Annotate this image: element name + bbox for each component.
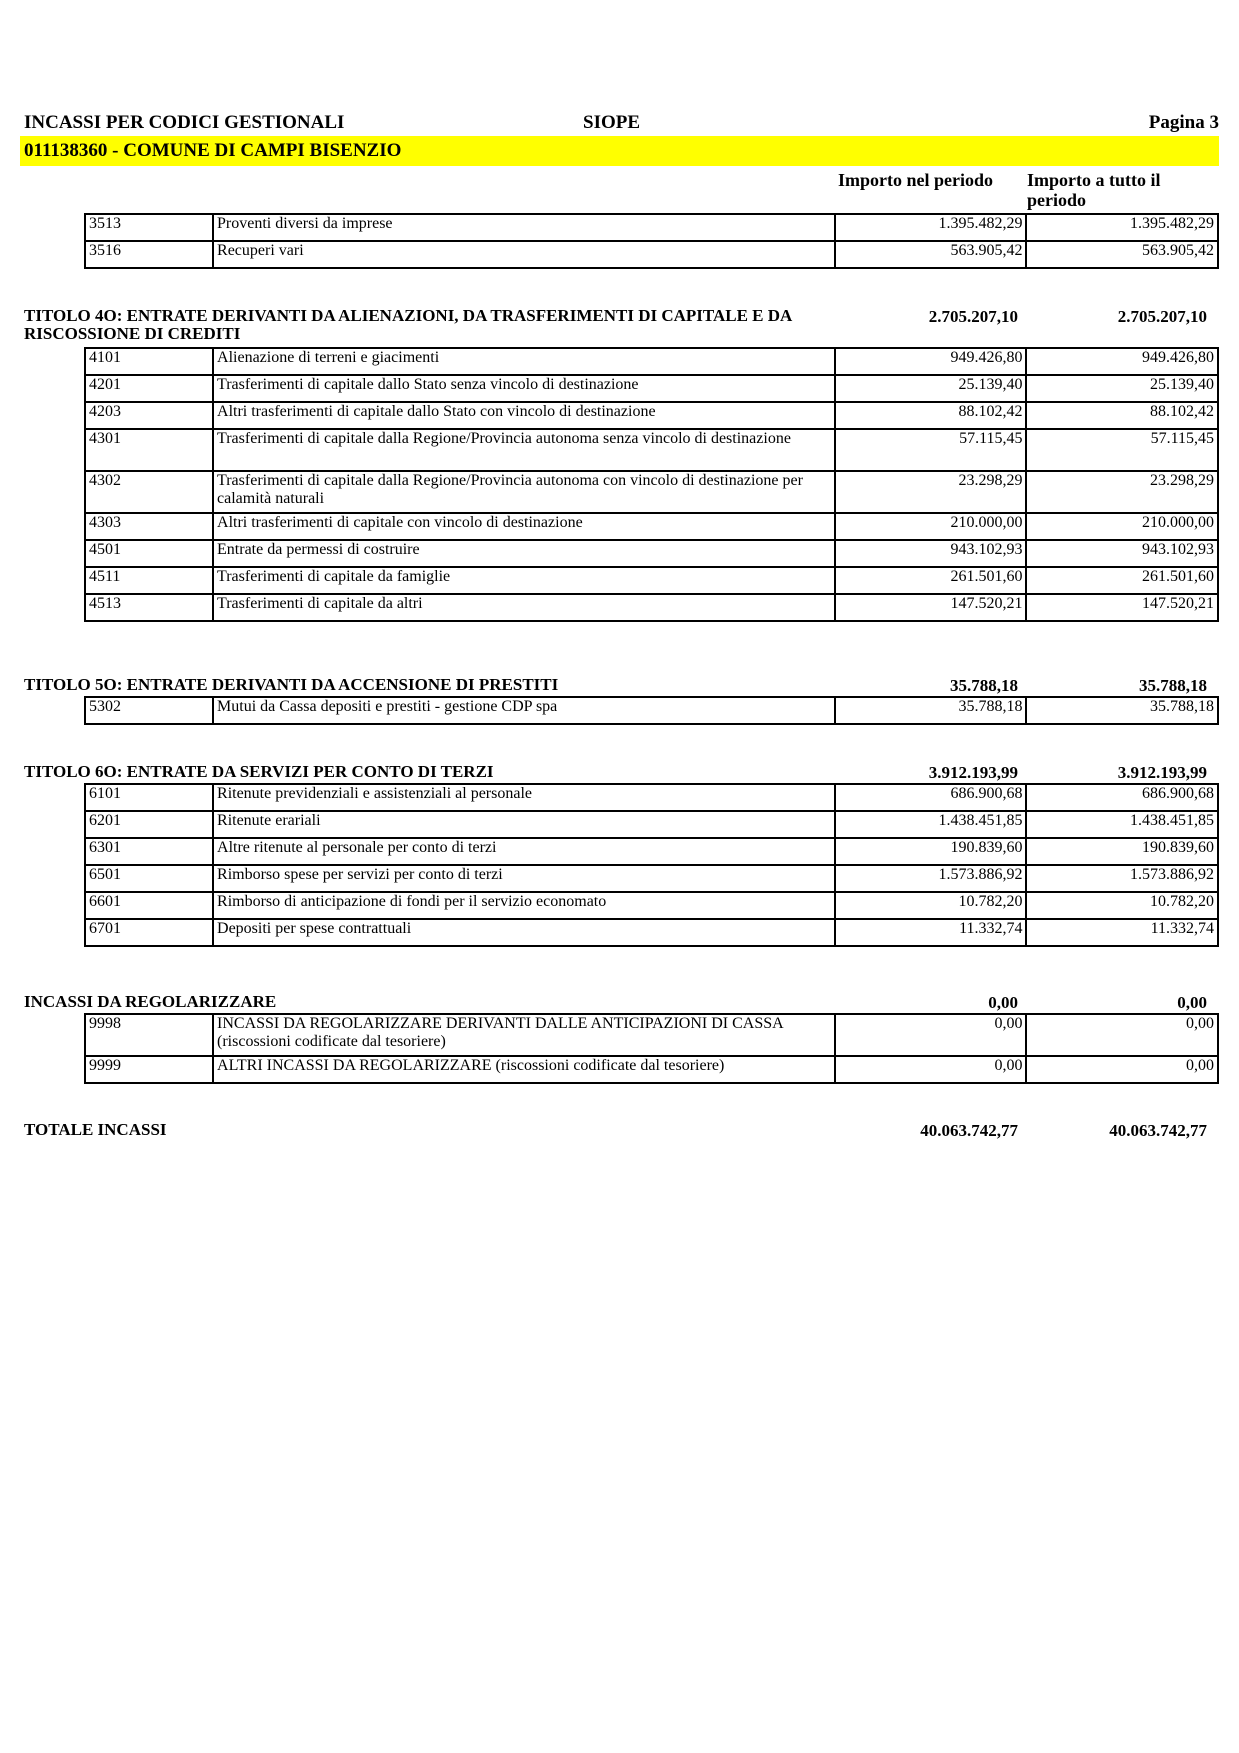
table-row bbox=[85, 375, 1218, 402]
code-cell: 5302 bbox=[85, 697, 213, 724]
table-row bbox=[85, 540, 1218, 567]
report-title: INCASSI PER CODICI GESTIONALI bbox=[24, 112, 345, 133]
section-total-total: 3.912.193,99 bbox=[1117, 763, 1207, 782]
period-amount-cell: 563.905,42 bbox=[835, 241, 1027, 268]
period-amount-cell: 1.573.886,92 bbox=[835, 865, 1027, 892]
titolo6-table bbox=[84, 783, 1219, 947]
section-total-period: 3.912.193,99 bbox=[928, 763, 1018, 782]
period-amount-cell: 35.788,18 bbox=[835, 697, 1027, 724]
period-amount-cell: 1.438.451,85 bbox=[835, 811, 1027, 838]
total-amount-cell: 210.000,00 bbox=[1026, 513, 1218, 540]
table-row bbox=[85, 865, 1218, 892]
total-amount-cell: 943.102,93 bbox=[1026, 540, 1218, 567]
period-amount-cell: 210.000,00 bbox=[835, 513, 1027, 540]
code-cell: 4301 bbox=[85, 429, 213, 471]
description-cell: Ritenute erariali bbox=[213, 811, 835, 838]
description-cell: Trasferimenti di capitale dalla Regione/Provincia autonoma senza vincolo di destinazione bbox=[213, 429, 835, 471]
table-row bbox=[85, 402, 1218, 429]
description-cell: Rimborso spese per servizi per conto di terzi bbox=[213, 865, 835, 892]
description-cell: Altri trasferimenti di capitale con vincolo di destinazione bbox=[213, 513, 835, 540]
period-amount-cell: 57.115,45 bbox=[835, 429, 1027, 471]
section-title-regolarizzare: INCASSI DA REGOLARIZZARE bbox=[24, 992, 277, 1011]
code-cell: 4302 bbox=[85, 471, 213, 513]
section-title-titolo4: TITOLO 4O: ENTRATE DERIVANTI DA ALIENAZIONI, DA TRASFERIMENTI DI CAPITALE E DA RISCOSSIONE DI CREDITI bbox=[24, 306, 792, 343]
total-amount-cell: 686.900,68 bbox=[1026, 784, 1218, 811]
section-total-total: 2.705.207,10 bbox=[1117, 307, 1207, 326]
code-cell: 4303 bbox=[85, 513, 213, 540]
table-row bbox=[85, 784, 1218, 811]
description-cell: Alienazione di terreni e giacimenti bbox=[213, 348, 835, 375]
section-title-titolo6: TITOLO 6O: ENTRATE DA SERVIZI PER CONTO DI TERZI bbox=[24, 762, 494, 781]
description-cell: Trasferimenti di capitale da altri bbox=[213, 594, 835, 621]
code-cell: 6301 bbox=[85, 838, 213, 865]
regolarizzare-table bbox=[84, 1013, 1219, 1084]
table-row bbox=[85, 513, 1218, 540]
description-cell: Trasferimenti di capitale dalla Regione/Provincia autonoma con vincolo di destinazione per calamità naturali bbox=[213, 471, 835, 513]
code-cell: 6201 bbox=[85, 811, 213, 838]
period-amount-cell: 1.395.482,29 bbox=[835, 214, 1027, 241]
period-amount-cell: 25.139,40 bbox=[835, 375, 1027, 402]
code-cell: 9999 bbox=[85, 1056, 213, 1083]
page-number: Pagina 3 bbox=[1148, 112, 1219, 133]
code-cell: 4203 bbox=[85, 402, 213, 429]
table-row bbox=[85, 471, 1218, 513]
total-amount-cell: 11.332,74 bbox=[1026, 919, 1218, 946]
total-amount-cell: 1.438.451,85 bbox=[1026, 811, 1218, 838]
code-cell: 6601 bbox=[85, 892, 213, 919]
total-amount-cell: 25.139,40 bbox=[1026, 375, 1218, 402]
grand-total-label: TOTALE INCASSI bbox=[24, 1120, 167, 1139]
table-row bbox=[85, 1014, 1218, 1056]
period-amount-cell: 23.298,29 bbox=[835, 471, 1027, 513]
code-cell: 4201 bbox=[85, 375, 213, 402]
code-cell: 4101 bbox=[85, 348, 213, 375]
table-row bbox=[85, 811, 1218, 838]
section-total-total: 0,00 bbox=[1177, 993, 1207, 1012]
code-cell: 3513 bbox=[85, 214, 213, 241]
total-amount-cell: 23.298,29 bbox=[1026, 471, 1218, 513]
description-cell: Depositi per spese contrattuali bbox=[213, 919, 835, 946]
column-header-period: Importo nel periodo bbox=[838, 170, 993, 190]
table-row bbox=[85, 919, 1218, 946]
table-row bbox=[85, 594, 1218, 621]
description-cell: Entrate da permessi di costruire bbox=[213, 540, 835, 567]
titolo4-table bbox=[84, 347, 1219, 622]
titolo5-table bbox=[84, 696, 1219, 725]
period-amount-cell: 88.102,42 bbox=[835, 402, 1027, 429]
total-amount-cell: 0,00 bbox=[1026, 1014, 1218, 1056]
description-cell: Altre ritenute al personale per conto di terzi bbox=[213, 838, 835, 865]
code-cell: 4501 bbox=[85, 540, 213, 567]
section-total-period: 35.788,18 bbox=[950, 676, 1018, 695]
column-header-total-line2: periodo bbox=[1027, 190, 1087, 210]
period-amount-cell: 147.520,21 bbox=[835, 594, 1027, 621]
code-cell: 6701 bbox=[85, 919, 213, 946]
total-amount-cell: 949.426,80 bbox=[1026, 348, 1218, 375]
description-cell: Ritenute previdenziali e assistenziali al personale bbox=[213, 784, 835, 811]
description-cell: Trasferimenti di capitale dallo Stato senza vincolo di destinazione bbox=[213, 375, 835, 402]
table-row bbox=[85, 429, 1218, 471]
code-cell: 3516 bbox=[85, 241, 213, 268]
total-amount-cell: 57.115,45 bbox=[1026, 429, 1218, 471]
code-cell: 9998 bbox=[85, 1014, 213, 1056]
total-amount-cell: 147.520,21 bbox=[1026, 594, 1218, 621]
period-amount-cell: 949.426,80 bbox=[835, 348, 1027, 375]
period-amount-cell: 0,00 bbox=[835, 1014, 1027, 1056]
code-cell: 4513 bbox=[85, 594, 213, 621]
period-amount-cell: 0,00 bbox=[835, 1056, 1027, 1083]
grand-total-total: 40.063.742,77 bbox=[1109, 1121, 1207, 1140]
period-amount-cell: 686.900,68 bbox=[835, 784, 1027, 811]
table-row bbox=[85, 1056, 1218, 1083]
section-total-period: 0,00 bbox=[988, 993, 1018, 1012]
column-header-total-line1: Importo a tutto il bbox=[1027, 170, 1161, 190]
section-title-titolo5: TITOLO 5O: ENTRATE DERIVANTI DA ACCENSIONE DI PRESTITI bbox=[24, 675, 559, 694]
description-cell: Rimborso di anticipazione di fondi per il servizio economato bbox=[213, 892, 835, 919]
total-amount-cell: 0,00 bbox=[1026, 1056, 1218, 1083]
description-cell: ALTRI INCASSI DA REGOLARIZZARE (riscossioni codificate dal tesoriere) bbox=[213, 1056, 835, 1083]
description-cell: Mutui da Cassa depositi e prestiti - gestione CDP spa bbox=[213, 697, 835, 724]
period-amount-cell: 943.102,93 bbox=[835, 540, 1027, 567]
entity-name: 011138360 - COMUNE DI CAMPI BISENZIO bbox=[24, 140, 402, 161]
total-amount-cell: 10.782,20 bbox=[1026, 892, 1218, 919]
table-row bbox=[85, 697, 1218, 724]
code-cell: 6101 bbox=[85, 784, 213, 811]
description-cell: Altri trasferimenti di capitale dallo Stato con vincolo di destinazione bbox=[213, 402, 835, 429]
period-amount-cell: 10.782,20 bbox=[835, 892, 1027, 919]
section-total-period: 2.705.207,10 bbox=[928, 307, 1018, 326]
total-amount-cell: 563.905,42 bbox=[1026, 241, 1218, 268]
total-amount-cell: 1.395.482,29 bbox=[1026, 214, 1218, 241]
table-row bbox=[85, 892, 1218, 919]
section-total-total: 35.788,18 bbox=[1139, 676, 1207, 695]
table-row bbox=[85, 348, 1218, 375]
system-name: SIOPE bbox=[583, 112, 641, 133]
code-cell: 6501 bbox=[85, 865, 213, 892]
description-cell: Trasferimenti di capitale da famiglie bbox=[213, 567, 835, 594]
description-cell: INCASSI DA REGOLARIZZARE DERIVANTI DALLE ANTICIPAZIONI DI CASSA (riscossioni codificate dal tesoriere) bbox=[213, 1014, 835, 1056]
period-amount-cell: 190.839,60 bbox=[835, 838, 1027, 865]
total-amount-cell: 35.788,18 bbox=[1026, 697, 1218, 724]
grand-total-period: 40.063.742,77 bbox=[920, 1121, 1018, 1140]
carryover-table bbox=[84, 213, 1219, 269]
period-amount-cell: 11.332,74 bbox=[835, 919, 1027, 946]
total-amount-cell: 88.102,42 bbox=[1026, 402, 1218, 429]
table-row bbox=[85, 567, 1218, 594]
table-row bbox=[85, 838, 1218, 865]
description-cell: Proventi diversi da imprese bbox=[213, 214, 835, 241]
total-amount-cell: 190.839,60 bbox=[1026, 838, 1218, 865]
description-cell: Recuperi vari bbox=[213, 241, 835, 268]
period-amount-cell: 261.501,60 bbox=[835, 567, 1027, 594]
column-header-total bbox=[1027, 170, 1161, 210]
table-row bbox=[85, 214, 1218, 241]
code-cell: 4511 bbox=[85, 567, 213, 594]
table-row bbox=[85, 241, 1218, 268]
total-amount-cell: 1.573.886,92 bbox=[1026, 865, 1218, 892]
total-amount-cell: 261.501,60 bbox=[1026, 567, 1218, 594]
